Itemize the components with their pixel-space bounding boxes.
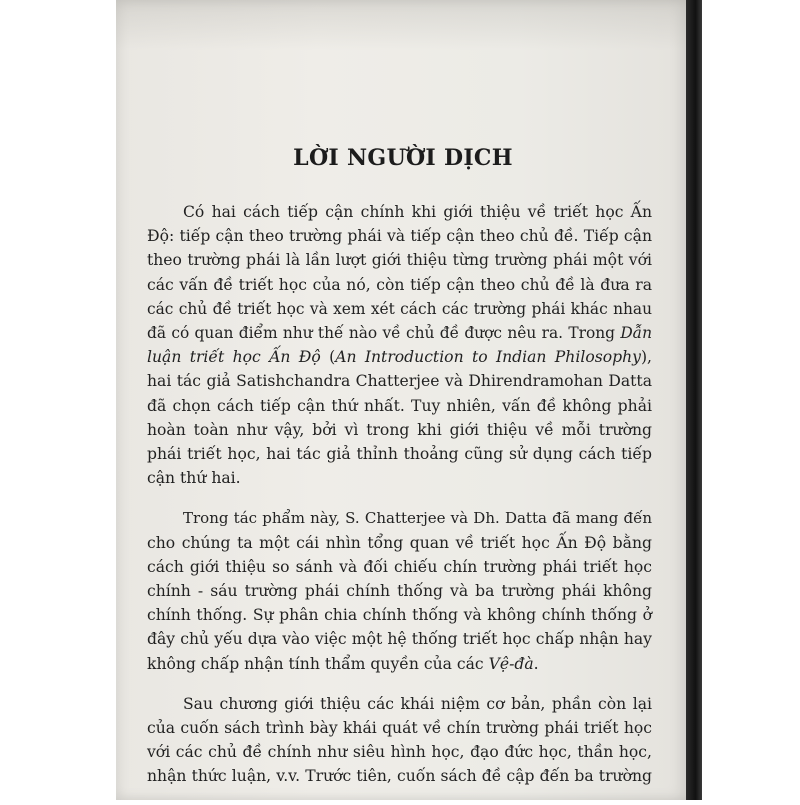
text-line: chính - sáu trường phái chính thống và ba trường phái không xyxy=(147,582,652,601)
text-line: phái triết học, hai tác giả thỉnh thoảng cũng sử dụng cách tiếp xyxy=(147,445,652,464)
text-line: không chấp nhận tính thẩm quyền của các Vệ-đà. xyxy=(147,654,539,673)
vedas-italic: Vệ-đà xyxy=(488,654,534,673)
text-line: của cuốn sách trình bày khái quát về chín trường phái triết học xyxy=(147,719,652,738)
text-line: Độ: tiếp cận theo trường phái và tiếp cận theo chủ đề. Tiếp cận xyxy=(147,227,652,246)
paragraph-3 xyxy=(147,692,652,789)
paragraph-1 xyxy=(147,200,652,490)
text-line: đã có quan điểm như thế nào về chủ đề được nêu ra. Trong Dẫn xyxy=(147,324,652,343)
page-title: LỜI NGƯỜI DỊCH xyxy=(293,144,513,171)
text-line: các chủ đề triết học và xem xét cách các trường phái khác nhau xyxy=(147,299,652,318)
book-title-italic: Dẫn xyxy=(620,324,652,343)
text-line: theo trường phái là lần lượt giới thiệu từng trường phái một với xyxy=(147,251,652,270)
text-line: với các chủ đề chính như siêu hình học, đạo đức học, thần học, xyxy=(147,743,652,762)
text-line: Sau chương giới thiệu các khái niệm cơ bản, phần còn lại xyxy=(183,694,652,713)
text-line: Có hai cách tiếp cận chính khi giới thiệu về triết học Ấn xyxy=(183,203,652,221)
text-line: Trong tác phẩm này, S. Chatterjee và Dh. Datta đã mang đến xyxy=(183,509,652,528)
text-line: đây chủ yếu dựa vào việc một hệ thống triết học chấp nhận hay xyxy=(147,630,652,649)
text-line: nhận thức luận, v.v. Trước tiên, cuốn sách đề cập đến ba trường xyxy=(147,767,652,786)
text-line: cho chúng ta một cái nhìn tổng quan về triết học Ấn Độ bằng xyxy=(147,533,652,552)
text-line: cận thứ hai. xyxy=(147,469,241,488)
text-line: hoàn toàn như vậy, bởi vì trong khi giới thiệu về mỗi trường xyxy=(147,420,652,439)
paragraph-2 xyxy=(147,506,652,675)
text-line: cách giới thiệu so sánh và đối chiếu chín trường phái triết học xyxy=(147,557,652,576)
book-title-italic: luận triết học Ấn Độ xyxy=(147,348,321,367)
body-text xyxy=(147,200,652,805)
book-binding-edge xyxy=(686,0,702,800)
text-line: hai tác giả Satishchandra Chatterjee và Dhirendramohan Datta xyxy=(147,372,652,391)
original-title-italic: An Introduction to Indian Philosophy xyxy=(335,348,641,367)
text-line: các vấn đề triết học của nó, còn tiếp cận theo chủ đề là đưa ra xyxy=(147,275,652,294)
text-line: luận triết học Ấn Độ (An Introduction to Indian Philosophy), xyxy=(147,348,652,367)
text-line: chính thống. Sự phân chia chính thống và không chính thống ở xyxy=(147,606,652,625)
text-line: đã chọn cách tiếp cận thứ nhất. Tuy nhiên, vấn đề không phải xyxy=(147,396,652,415)
page-top-shadow xyxy=(116,0,690,50)
